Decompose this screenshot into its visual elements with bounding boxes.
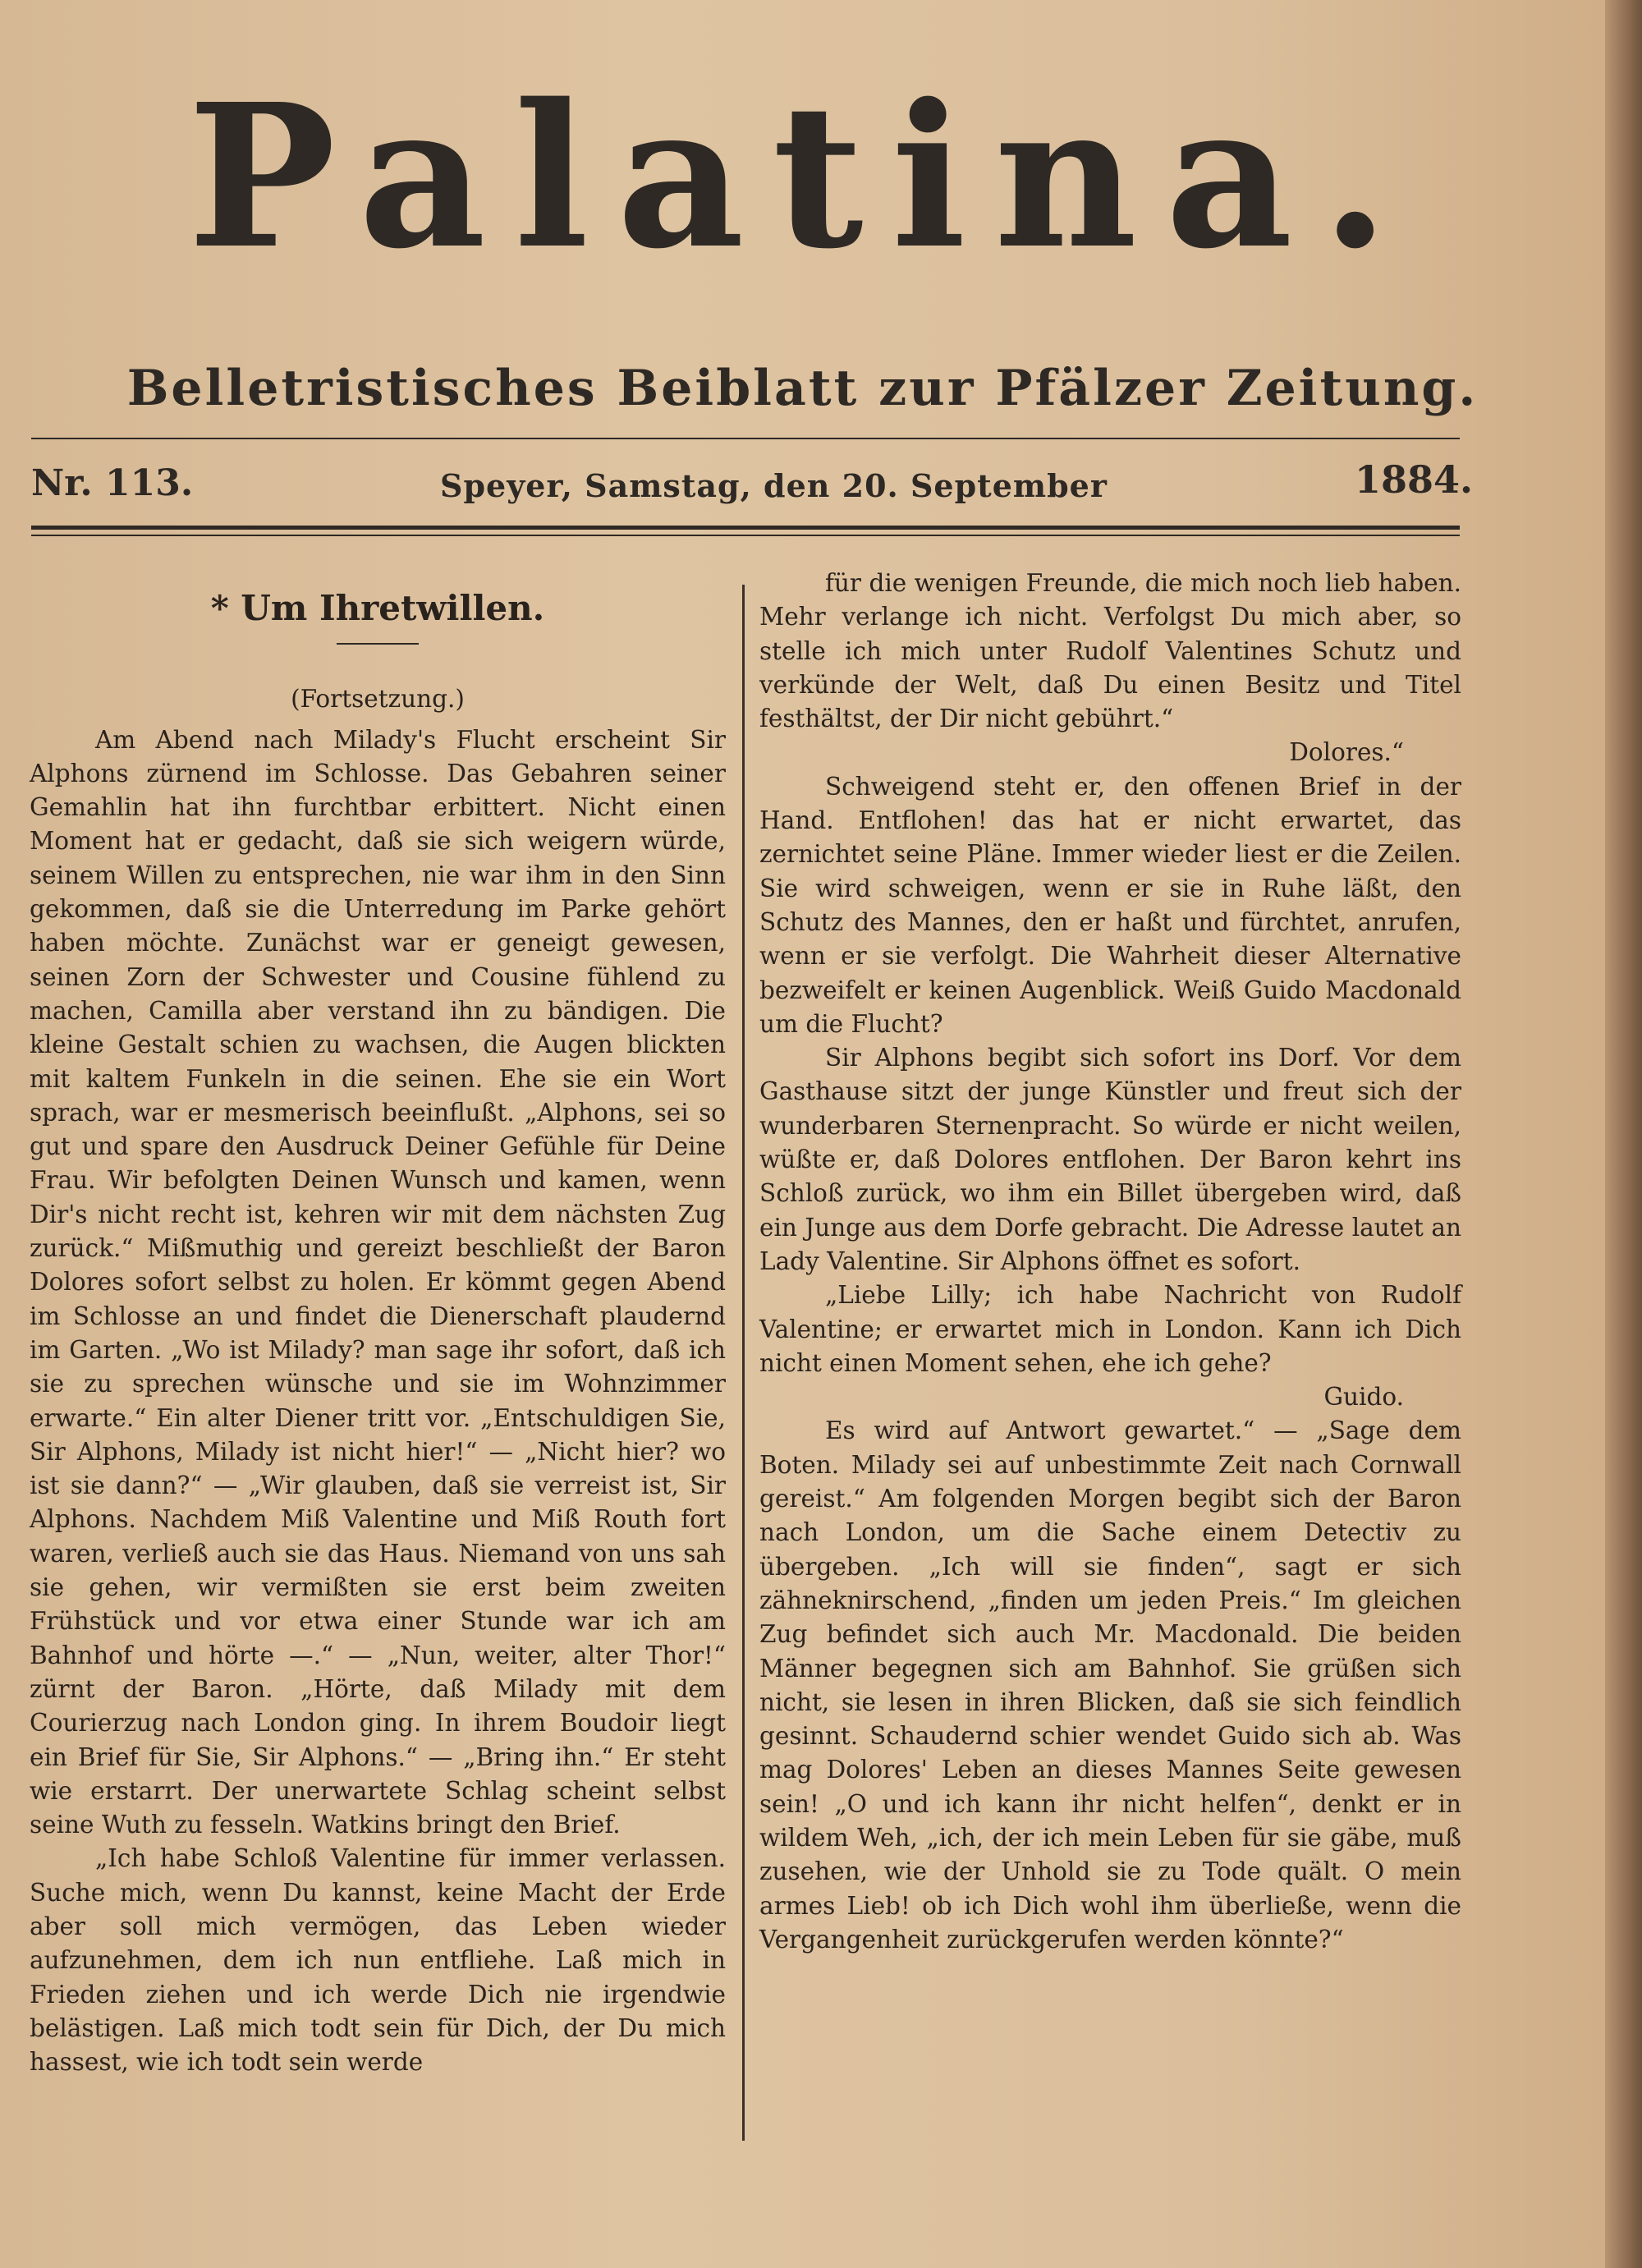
dateline xyxy=(31,457,1474,512)
place-date: Speyer, Samstag, den 20. September xyxy=(440,467,1108,504)
left-column xyxy=(30,567,726,2079)
dateline-rule-thin xyxy=(31,535,1460,536)
article-title: * Um Ihretwillen. xyxy=(210,588,545,628)
issue-number: Nr. 113. xyxy=(31,462,194,504)
masthead-title: Palatina. xyxy=(187,61,1418,292)
right-column xyxy=(759,567,1461,1957)
signature-guido: Guido. xyxy=(1323,1383,1404,1412)
letter-end: für die wenigen Freunde, die mich noch lieb haben. Mehr verlange ich nicht. Verfolgst Du mich aber, so stelle ich mich unter Rudolf Valentines Schutz und verkünde der Welt, daß Du einen Besitz und Titel festhältst, der Dir nicht gebührt.“ xyxy=(759,569,1461,733)
paragraph: Sir Alphons begibt sich sofort ins Dorf. Vor dem Gasthause sitzt der junge Künstler und freut sich der wunderbaren Sternenpracht. So würde er nicht weilen, wüßte er, daß Dolores entflohen. Der Baron kehrt ins Schloß zurück, wo ihm ein Billet übergeben wird, daß ein Junge aus dem Dorfe gebracht. Die Adresse lautet an Lady Valentine. Sir Alphons öffnet es sofort. xyxy=(759,1044,1461,1275)
title-divider xyxy=(337,643,419,645)
masthead-subtitle: Belletristisches Beiblatt zur Pfälzer Zeitung. xyxy=(126,360,1479,417)
signature-dolores: Dolores.“ xyxy=(1289,738,1404,767)
paragraph: Es wird auf Antwort gewartet.“ — „Sage dem Boten. Milady sei auf unbestimmte Zeit nach Cornwall gereist.“ Am folgenden Morgen begibt sich der Baron nach London, um die Sache einem Detectiv zu übergeben. „Ich will sie finden“, sagt er sich zähneknirschend, „finden um jeden Preis.“ Im gleichen Zug befindet sich auch Mr. Macdonald. Die beiden Männer begegnen sich am Bahnhof. Sie grüßen sich nicht, sie lesen in ihren Blicken, daß sie sich feindlich gesinnt. Schaudernd schier wendet Guido sich ab. Was mag Dolores' Leben an dieses Mannes Seite gewesen sein! „O und ich kann ihr nicht helfen“, denkt er in wildem Weh, „ich, der ich mein Leben für sie gäbe, muß zusehen, wie der Unhold sie zu Tode quält. O mein armes Lieb! ob ich Dich wohl ihm überließe, wenn die Vergangenheit zurückgerufen werden könnte?“ xyxy=(759,1416,1461,1954)
dateline-rule-thick xyxy=(31,526,1460,530)
column-divider xyxy=(742,585,745,2141)
paragraph: Schweigend steht er, den offenen Brief in der Hand. Entflohen! das hat er nicht erwartet, das zernichtet seine Pläne. Immer wieder liest er die Zeilen. Sie wird schweigen, wenn er sie in Ruhe läßt, den Schutz des Mannes, den er haßt und fürchtet, anrufen, wenn er sie verfolgt. Die Wahrheit dieser Alternative bezweifelt er keinen Augenblick. Weiß Guido Macdonald um die Flucht? xyxy=(759,772,1461,1038)
paragraph: „Ich habe Schloß Valentine für immer verlassen. Suche mich, wenn Du kannst, keine Macht der Erde aber soll mich vermögen, das Leben wieder aufzunehmen, dem ich nun entfliehe. Laß mich in Frieden ziehen und ich werde Dich nie irgendwie belästigen. Laß mich todt sein für Dich, der Du mich hassest, wie ich todt sein werde xyxy=(30,1844,726,2077)
paragraph: Am Abend nach Milady's Flucht erscheint Sir Alphons zürnend im Schlosse. Das Gebahren seiner Gemahlin hat ihn furchtbar erbittert. Nicht einen Moment hat er gedacht, daß sie sich weigern würde, seinem Willen zu entsprechen, nie war ihm in den Sinn gekommen, daß sie die Unterredung im Parke gehört haben möchte. Zunächst war er geneigt gewesen, seinen Zorn der Schwester und Cousine fühlend zu machen, Camilla aber verstand ihn zu bändigen. Die kleine Gestalt schien zu wachsen, die Augen blickten mit kaltem Funkeln in die seinen. Ehe sie ein Wort sprach, war er mesmerisch beeinflußt. „Alphons, sei so gut und spare den Ausdruck Deiner Gefühle für Deine Frau. Wir befolgten Deinen Wunsch und kamen, wenn Dir's nicht recht ist, kehren wir mit dem nächsten Zug zurück.“ Mißmuthig und gereizt beschließt der Baron Dolores sofort selbst zu holen. Er kömmt gegen Abend im Schlosse an und findet die Dienerschaft plaudernd im Garten. „Wo ist Milady? man sage ihr sofort, daß ich sie zu sprechen wünsche und sie im Wohnzimmer erwarte.“ Ein alter Diener tritt vor. „Entschuldigen Sie, Sir Alphons, Milady ist nicht hier!“ — „Nicht hier? wo ist sie dann?“ — „Wir glauben, daß sie verreist ist, Sir Alphons. Nachdem Miß Valentine und Miß Routh fort waren, verließ auch sie das Haus. Niemand von uns sah sie gehen, wir vermißten sie erst beim zweiten Frühstück und vor etwa einer Stunde war ich am Bahnhof und hörte —.“ — „Nun, weiter, alter Thor!“ zürnt der Baron. „Hörte, daß Milady mit dem Courierzug nach London ging. In ihrem Boudoir liegt ein Brief für Sie, Sir Alphons.“ — „Bring ihn.“ Er steht wie erstarrt. Der unerwartete Schlag scheint selbst seine Wuth zu fesseln. Watkins bringt den Brief. xyxy=(30,725,726,1839)
book-spine xyxy=(1605,0,1642,2268)
paragraph: „Liebe Lilly; ich habe Nachricht von Rudolf Valentine; er erwartet mich in London. Kann ich Dich nicht einen Moment sehen, ehe ich gehe? xyxy=(759,1281,1461,1377)
top-rule xyxy=(31,438,1460,439)
article-subtitle: (Fortsetzung.) xyxy=(291,685,465,714)
issue-year: 1884. xyxy=(1355,457,1474,502)
